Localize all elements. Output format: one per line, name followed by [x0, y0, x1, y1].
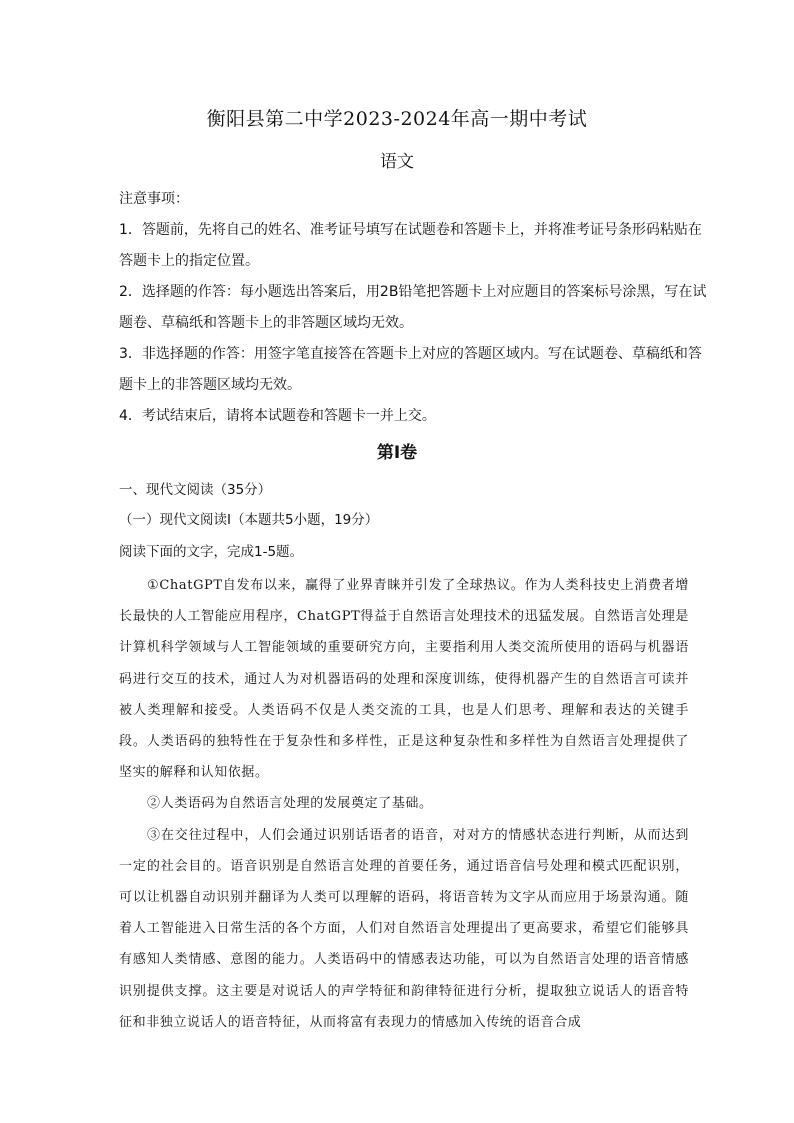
reading-passage — [119, 570, 689, 1038]
notes-heading: 注意事项： — [119, 191, 189, 207]
exam-notes — [119, 184, 707, 432]
section-title: 第Ⅰ卷 — [376, 443, 418, 463]
subject-title: 语文 — [380, 152, 414, 172]
passage-paragraph: ③在交往过程中，人们会通过识别话语者的语音，对对方的情感状态进行判断，从而达到一定的社会目的。语音识别是自然语言处理的首要任务，通过语音信号处理和模式匹配识别，可以让机器自动识别并翻译为人类可以理解的语码，将语音转为文字从而应用于场景沟通。随着人工智能进入日常生活的各个方面，人们对自然语言处理提出了更高要求，希望它们能够具有感知人类情感、意图的能力。人类语码中的情感表达功能，可以为自然语言处理的语音情感识别提供支撑。这主要是对说话人的声学特征和韵律特征进行分析，提取独立说话人的语音特征和非独立说话人的语音特征，从而将富有表现力的情感加入传统的语音合成 — [119, 827, 689, 1030]
exam-title: 衡阳县第二中学2023-2024年高一期中考试 — [206, 108, 588, 130]
note-item: 3．非选择题的作答：用签字笔直接答在答题卡上对应的答题区域内。写在试题卷、草稿纸和答题卡上的非答题区域均无效。 — [119, 346, 702, 393]
passage-paragraph: ①ChatGPT自发布以来，赢得了业界青睐并引发了全球热议。作为人类科技史上消费者增长最快的人工智能应用程序，ChatGPT得益于自然语言处理技术的迅猛发展。自然语言处理是计算机科学领域与人工智能领域的重要研究方向，主要指利用人类交流所使用的语码与机器语码进行交互的技术，通过人为对机器语码的处理和深度训练，使得机器产生的自然语言可读并被人类理解和接受。人类语码不仅是人类交流的工具，也是人们思考、理解和表达的关键手段。人类语码的独特性在于复杂性和多样性，正是这种复杂性和多样性为自然语言处理提供了坚实的解释和认知依据。 — [119, 578, 689, 781]
note-item: 2．选择题的作答：每小题选出答案后，用2B铅笔把答题卡上对应题目的答案标号涂黑，写在试题卷、草稿纸和答题卡上的非答题区域均无效。 — [119, 284, 707, 331]
note-item: 4．考试结束后，请将本试题卷和答题卡一并上交。 — [119, 408, 436, 424]
part-heading: 一、现代文阅读（35分） — [119, 482, 272, 498]
passage-paragraph: ②人类语码为自然语言处理的发展奠定了基础。 — [147, 796, 433, 812]
sub-part-heading: （一）现代文阅读Ⅰ（本题共5小题，19分） — [119, 512, 379, 528]
note-item: 1．答题前，先将自己的姓名、准考证号填写在试题卷和答题卡上，并将准考证号条形码粘贴在答题卡上的指定位置。 — [119, 222, 702, 269]
reading-instruction: 阅读下面的文字，完成1-5题。 — [119, 544, 304, 560]
